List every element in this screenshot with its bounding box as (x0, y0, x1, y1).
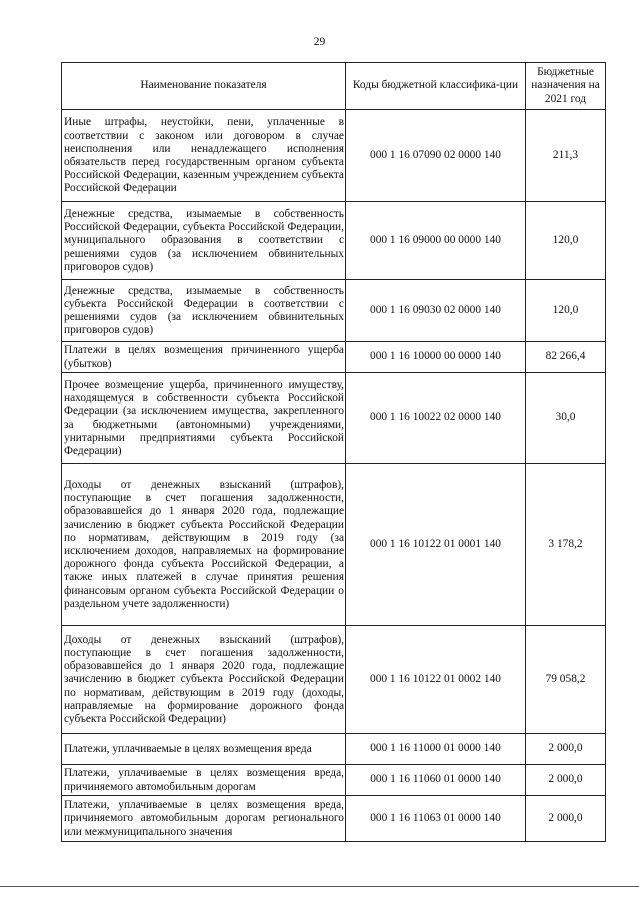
row-name: Денежные средства, изымаемые в собственность субъекта Российской Федерации в соответствии с решениями судов (за исключением обвинительных приговоров судов) (62, 280, 346, 342)
row-name: Платежи, уплачиваемые в целях возмещения вреда, причиняемого автомобильным дорогам регионального или межмуниципального значения (62, 796, 346, 842)
table-row (62, 373, 606, 464)
row-code: 000 1 16 10022 02 0000 140 (346, 373, 526, 464)
table-row (62, 734, 606, 765)
page-bottom-rule (0, 886, 639, 887)
row-value: 2 000,0 (526, 734, 606, 765)
row-name: Доходы от денежных взысканий (штрафов), поступающие в счет погашения задолженности, образовавшейся до 1 января 2020 года, подлежащие зачислению в бюджет субъекта Российской Федерации по нормативам, действующим в 2019 году (за исключением доходов, направляемых на формирование дорожного фонда субъекта Российской Федерации, а также иных платежей в случае принятия решения финансовым органом субъекта Российской Федерации о раздельном учете задолженности) (62, 464, 346, 626)
row-code: 000 1 16 11063 01 0000 140 (346, 796, 526, 842)
header-name: Наименование показателя (62, 63, 346, 110)
table-header-row (62, 63, 606, 110)
row-name: Иные штрафы, неустойки, пени, уплаченные в соответствии с законом или договором в случае неисполнения или ненадлежащего исполнения обязательств перед государственным органом субъекта Российской Федерации, казенным учреждением субъекта Российской Федерации (62, 110, 346, 202)
row-code: 000 1 16 10000 00 0000 140 (346, 342, 526, 373)
table-row (62, 110, 606, 202)
row-value: 79 058,2 (526, 626, 606, 734)
table-row (62, 342, 606, 373)
row-value: 3 178,2 (526, 464, 606, 626)
row-name: Прочее возмещение ущерба, причиненного имуществу, находящемуся в собственности субъекта Российской Федерации (за исключением имущества, закрепленного за бюджетными (автономными) учреждениями, унитарными предприятиями субъекта Российской Федерации) (62, 373, 346, 464)
row-value: 2 000,0 (526, 765, 606, 796)
row-name: Платежи, уплачиваемые в целях возмещения вреда (62, 734, 346, 765)
budget-table (61, 62, 606, 842)
header-code: Коды бюджетной классифика-ции (346, 63, 526, 110)
table-row (62, 464, 606, 626)
header-value: Бюджетные назначения на 2021 год (526, 63, 606, 110)
row-name: Денежные средства, изымаемые в собственность Российской Федерации, субъекта Российской Федерации, муниципального образования в соответствии с решениями судов (за исключением обвинительных приговоров судов) (62, 202, 346, 280)
row-name: Платежи в целях возмещения причиненного ущерба (убытков) (62, 342, 346, 373)
row-value: 211,3 (526, 110, 606, 202)
table-row (62, 280, 606, 342)
row-name: Доходы от денежных взысканий (штрафов), поступающие в счет погашения задолженности, образовавшейся до 1 января 2020 года, подлежащие зачислению в бюджет субъекта Российской Федерации по нормативам, действующим в 2019 году (доходы, направляемые на формирование дорожного фонда субъекта Российской Федерации) (62, 626, 346, 734)
row-code: 000 1 16 10122 01 0002 140 (346, 626, 526, 734)
table-row (62, 765, 606, 796)
row-code: 000 1 16 11000 01 0000 140 (346, 734, 526, 765)
row-value: 30,0 (526, 373, 606, 464)
table-row (62, 202, 606, 280)
row-code: 000 1 16 11060 01 0000 140 (346, 765, 526, 796)
row-value: 120,0 (526, 202, 606, 280)
row-value: 2 000,0 (526, 796, 606, 842)
row-code: 000 1 16 07090 02 0000 140 (346, 110, 526, 202)
row-code: 000 1 16 09000 00 0000 140 (346, 202, 526, 280)
row-code: 000 1 16 09030 02 0000 140 (346, 280, 526, 342)
row-name: Платежи, уплачиваемые в целях возмещения вреда, причиняемого автомобильным дорогам (62, 765, 346, 796)
table-row (62, 796, 606, 842)
row-value: 120,0 (526, 280, 606, 342)
page-number: 29 (313, 36, 326, 48)
table-row (62, 626, 606, 734)
row-value: 82 266,4 (526, 342, 606, 373)
row-code: 000 1 16 10122 01 0001 140 (346, 464, 526, 626)
